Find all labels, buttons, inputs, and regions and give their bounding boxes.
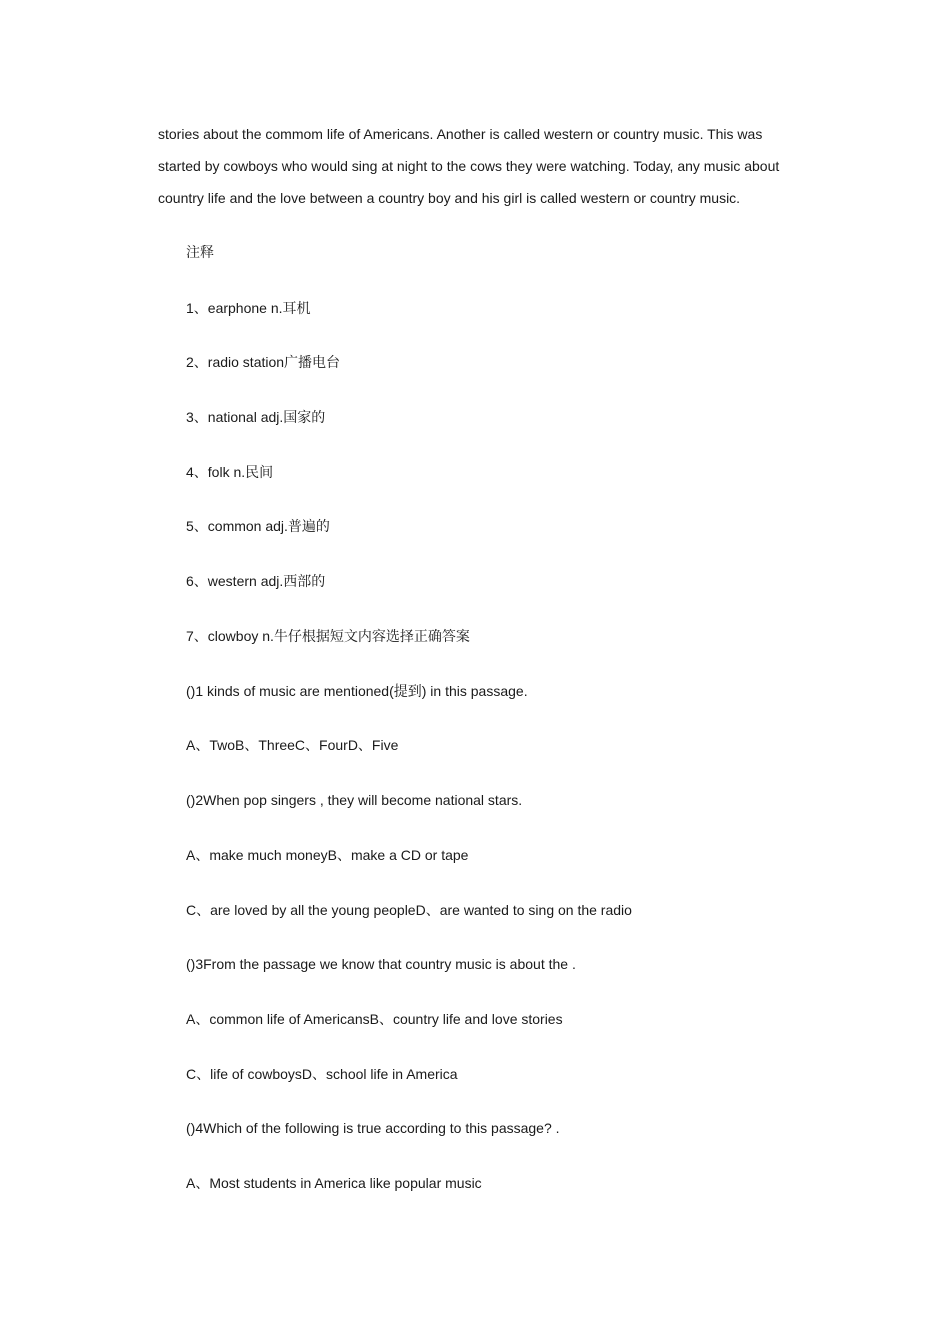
notes-heading: 注释	[186, 245, 214, 261]
note-item-6: 6、western adj.西部的	[186, 573, 326, 589]
note-item-7: 7、clowboy n.牛仔根据短文内容选择正确答案	[186, 628, 470, 644]
question-line-6: ()3From the passage we know that country music is about the .	[186, 956, 576, 972]
question-line-3: ()2When pop singers , they will become national stars.	[186, 792, 523, 808]
passage-line-2: started by cowboys who would sing at night to the cows they were watching. Today, any music about	[158, 158, 780, 174]
note-item-2: 2、radio station广播电台	[186, 354, 341, 370]
passage-line-3: country life and the love between a country boy and his girl is called western or country music.	[158, 190, 741, 206]
note-item-1: 1、earphone n.耳机	[186, 300, 311, 316]
question-line-7: A、common life of AmericansB、country life and love stories	[186, 1011, 563, 1027]
question-line-4: A、make much moneyB、make a CD or tape	[186, 847, 469, 863]
question-line-5: C、are loved by all the young peopleD、are wanted to sing on the radio	[186, 902, 632, 918]
note-item-3: 3、national adj.国家的	[186, 409, 326, 425]
note-item-4: 4、folk n.民间	[186, 464, 274, 480]
question-line-8: C、life of cowboysD、school life in America	[186, 1066, 458, 1082]
question-line-2: A、TwoB、ThreeC、FourD、Five	[186, 737, 399, 753]
question-line-1: ()1 kinds of music are mentioned(提到) in this passage.	[186, 683, 528, 699]
question-line-10: A、Most students in America like popular music	[186, 1175, 482, 1191]
question-line-9: ()4Which of the following is true according to this passage? .	[186, 1120, 560, 1136]
note-item-5: 5、common adj.普遍的	[186, 518, 330, 534]
passage-line-1: stories about the commom life of Americans. Another is called western or country music. This was	[158, 126, 763, 142]
